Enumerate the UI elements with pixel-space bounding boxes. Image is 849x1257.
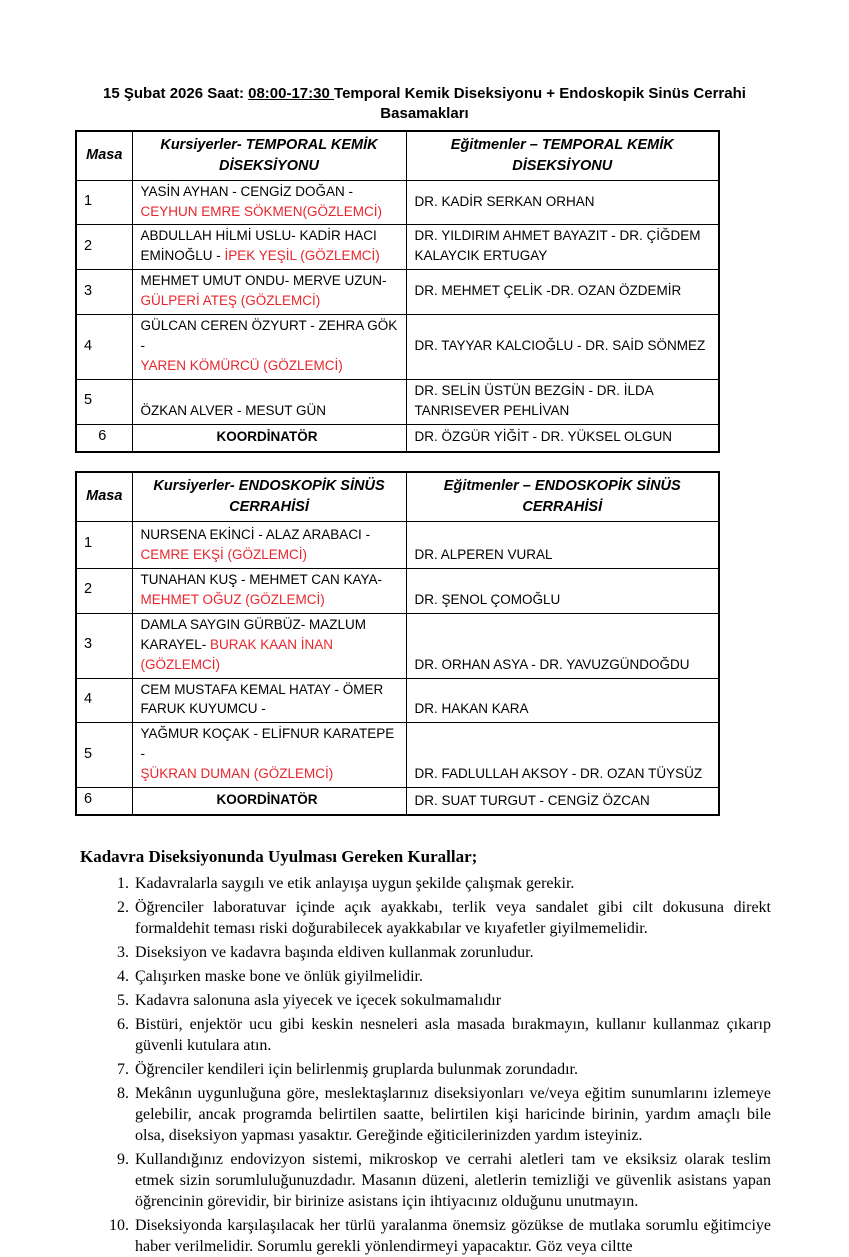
kursiyerler-cell: DAMLA SAYGIN GÜRBÜZ- MAZLUM KARAYEL- BURAK KAAN İNAN (GÖZLEMCİ) xyxy=(132,613,406,678)
table-row xyxy=(76,788,719,815)
masa-header: Masa xyxy=(76,131,132,181)
rule-item: 8. Mekânın uygunluğuna göre, meslektaşlarınız diseksiyonları ve/veya eğitim sunumlarını izlemeye gelebilir, ancak programda belirtilen saatte, belirtilen kişi haricinde birinin, yardım amaçlı bile olsa, diseksiyon yapması yasaktır. Gereğinde eğiticilerinizden yardım isteyiniz. xyxy=(133,1083,771,1146)
masa-cell: 4 xyxy=(76,315,132,380)
table-header-row xyxy=(76,472,719,522)
kursiyerler-cell: CEM MUSTAFA KEMAL HATAY - ÖMER FARUK KUYUMCU - xyxy=(132,678,406,723)
kursiyerler-cell: ABDULLAH HİLMİ USLU- KADİR HACI EMİNOĞLU - İPEK YEŞİL (GÖZLEMCİ) xyxy=(132,225,406,270)
kursiyerler-cell: ÖZKAN ALVER - MESUT GÜN xyxy=(132,380,406,425)
rules-section xyxy=(80,846,771,1257)
egitmenler-cell: DR. SUAT TURGUT - CENGİZ ÖZCAN xyxy=(406,788,719,815)
egitmenler-cell: DR. MEHMET ÇELİK -DR. OZAN ÖZDEMİR xyxy=(406,270,719,315)
egitmenler-cell: DR. SELİN ÜSTÜN BEZGİN - DR. İLDA TANRISEVER PEHLİVAN xyxy=(406,380,719,425)
egitmenler-cell: DR. FADLULLAH AKSOY - DR. OZAN TÜYSÜZ xyxy=(406,723,719,788)
kursiyerler-header: Kursiyerler- TEMPORAL KEMİK DİSEKSİYONU xyxy=(132,131,406,181)
title-line-1 xyxy=(0,84,849,104)
title-line-2: Basamakları xyxy=(380,105,469,123)
egitmenler-cell: DR. YILDIRIM AHMET BAYAZIT - DR. ÇİĞDEM KALAYCIK ERTUGAY xyxy=(406,225,719,270)
koordinator-cell: KOORDİNATÖR xyxy=(132,425,406,452)
rule-item: 5. Kadavra salonuna asla yiyecek ve içecek sokulmamalıdır xyxy=(133,990,771,1011)
egitmenler-cell: DR. KADİR SERKAN ORHAN xyxy=(406,180,719,225)
masa-cell: 6 xyxy=(76,788,132,815)
kursiyerler-cell: TUNAHAN KUŞ - MEHMET CAN KAYA- MEHMET OĞUZ (GÖZLEMCİ) xyxy=(132,568,406,613)
masa-cell: 1 xyxy=(76,180,132,225)
egitmenler-cell: DR. ŞENOL ÇOMOĞLU xyxy=(406,568,719,613)
egitmenler-cell: DR. ALPEREN VURAL xyxy=(406,521,719,568)
table-row xyxy=(76,521,719,568)
rule-item: 10. Diseksiyonda karşılaşılacak her türlü yaralanma önemsiz gözükse de mutlaka sorumlu eğitimciye haber verilmelidir. Sorumlu gerekli yönlendirmeyi yapacaktır. Göz veya ciltte xyxy=(133,1215,771,1257)
table-row xyxy=(76,678,719,723)
egitmenler-cell: DR. HAKAN KARA xyxy=(406,678,719,723)
rule-item: 1. Kadavralarla saygılı ve etik anlayışa uygun şekilde çalışmak gerekir. xyxy=(133,873,771,894)
kursiyerler-cell: NURSENA EKİNCİ - ALAZ ARABACI - CEMRE EKŞİ (GÖZLEMCİ) xyxy=(132,521,406,568)
table-header-row xyxy=(76,131,719,181)
masa-cell: 1 xyxy=(76,521,132,568)
table-row xyxy=(76,225,719,270)
rule-item: 6. Bistüri, enjektör ucu gibi keskin nesneleri asla masada bırakmayın, kullanır kullanmaz çıkarıp güvenli kutulara atın. xyxy=(133,1014,771,1056)
rule-item: 3. Diseksiyon ve kadavra başında eldiven kullanmak zorunludur. xyxy=(133,942,771,963)
title-date: 15 Şubat 2026 Saat: xyxy=(103,85,249,102)
gozlemci-name: YAREN KÖMÜRCÜ (GÖZLEMCİ) xyxy=(140,358,343,374)
kursiyerler-cell: MEHMET UMUT ONDU- MERVE UZUN- GÜLPERİ ATEŞ (GÖZLEMCİ) xyxy=(132,270,406,315)
table-row xyxy=(76,270,719,315)
rules-list xyxy=(80,873,771,1257)
table-row xyxy=(76,425,719,452)
kursiyerler-header: Kursiyerler- ENDOSKOPİK SİNÜS CERRAHİSİ xyxy=(132,472,406,522)
gozlemci-name: MEHMET OĞUZ (GÖZLEMCİ) xyxy=(140,591,325,607)
gozlemci-label: (GÖZLEMCİ) xyxy=(140,656,220,672)
gozlemci-name: İPEK YEŞİL (GÖZLEMCİ) xyxy=(224,248,380,264)
temporal-kemik-table xyxy=(75,130,720,453)
table-row xyxy=(76,568,719,613)
rule-item: 7. Öğrenciler kendileri için belirlenmiş gruplarda bulunmak zorundadır. xyxy=(133,1059,771,1080)
table-row xyxy=(76,723,719,788)
title-course: Temporal Kemik Diseksiyonu + Endoskopik Sinüs Cerrahi xyxy=(334,85,746,102)
rules-heading: Kadavra Diseksiyonunda Uyulması Gereken Kurallar; xyxy=(80,846,478,866)
rule-item: 9. Kullandığınız endovizyon sistemi, mikroskop ve cerrahi aletleri tam ve eksiksiz olarak teslim etmek sizin sorumluluğunuzdadır. Masanın düzeni, aletlerin temizliği ve güvenlik asistans yapan öğrencinin görevidir, bir birinize asistans için ihtiyacınız olduğunu unutmayın. xyxy=(133,1149,771,1212)
gozlemci-name: CEYHUN EMRE SÖKMEN(GÖZLEMCİ) xyxy=(140,203,383,219)
document-title xyxy=(0,84,849,125)
kursiyerler-cell: GÜLCAN CEREN ÖZYURT - ZEHRA GÖK - YAREN KÖMÜRCÜ (GÖZLEMCİ) xyxy=(132,315,406,380)
kursiyerler-cell: YASİN AYHAN - CENGİZ DOĞAN - CEYHUN EMRE SÖKMEN(GÖZLEMCİ) xyxy=(132,180,406,225)
kursiyerler-cell: YAĞMUR KOÇAK - ELİFNUR KARATEPE - ŞÜKRAN DUMAN (GÖZLEMCİ) xyxy=(132,723,406,788)
masa-cell: 2 xyxy=(76,568,132,613)
masa-cell: 2 xyxy=(76,225,132,270)
gozlemci-name: CEMRE EKŞİ (GÖZLEMCİ) xyxy=(140,546,308,562)
masa-cell: 5 xyxy=(76,380,132,425)
title-time-underlined: 08:00-17:30 xyxy=(248,85,335,102)
gozlemci-name: ŞÜKRAN DUMAN (GÖZLEMCİ) xyxy=(140,766,334,782)
gozlemci-name: GÜLPERİ ATEŞ (GÖZLEMCİ) xyxy=(140,293,321,309)
table-row xyxy=(76,180,719,225)
masa-header: Masa xyxy=(76,472,132,522)
masa-cell: 3 xyxy=(76,270,132,315)
masa-cell: 3 xyxy=(76,613,132,678)
endoskopik-sinus-table xyxy=(75,471,720,816)
masa-cell: 5 xyxy=(76,723,132,788)
egitmenler-cell: DR. ORHAN ASYA - DR. YAVUZGÜNDOĞDU xyxy=(406,613,719,678)
egitmenler-cell: DR. TAYYAR KALCIOĞLU - DR. SAİD SÖNMEZ xyxy=(406,315,719,380)
rule-item: 2. Öğrenciler laboratuvar içinde açık ayakkabı, terlik veya sandalet gibi cilt dokusuna direkt formaldehit teması riski doğurabilecek ayakkabılar ve kıyafetler giyilmemelidir. xyxy=(133,897,771,939)
table-row xyxy=(76,613,719,678)
koordinator-cell: KOORDİNATÖR xyxy=(132,788,406,815)
table-row xyxy=(76,315,719,380)
egitmenler-cell: DR. ÖZGÜR YİĞİT - DR. YÜKSEL OLGUN xyxy=(406,425,719,452)
gozlemci-name: BURAK KAAN İNAN xyxy=(210,636,334,652)
masa-cell: 6 xyxy=(76,425,132,452)
rule-item: 4. Çalışırken maske bone ve önlük giyilmelidir. xyxy=(133,966,771,987)
egitmenler-header: Eğitmenler – ENDOSKOPİK SİNÜS CERRAHİSİ xyxy=(406,472,719,522)
masa-cell: 4 xyxy=(76,678,132,723)
egitmenler-header: Eğitmenler – TEMPORAL KEMİK DİSEKSİYONU xyxy=(406,131,719,181)
table-row xyxy=(76,380,719,425)
